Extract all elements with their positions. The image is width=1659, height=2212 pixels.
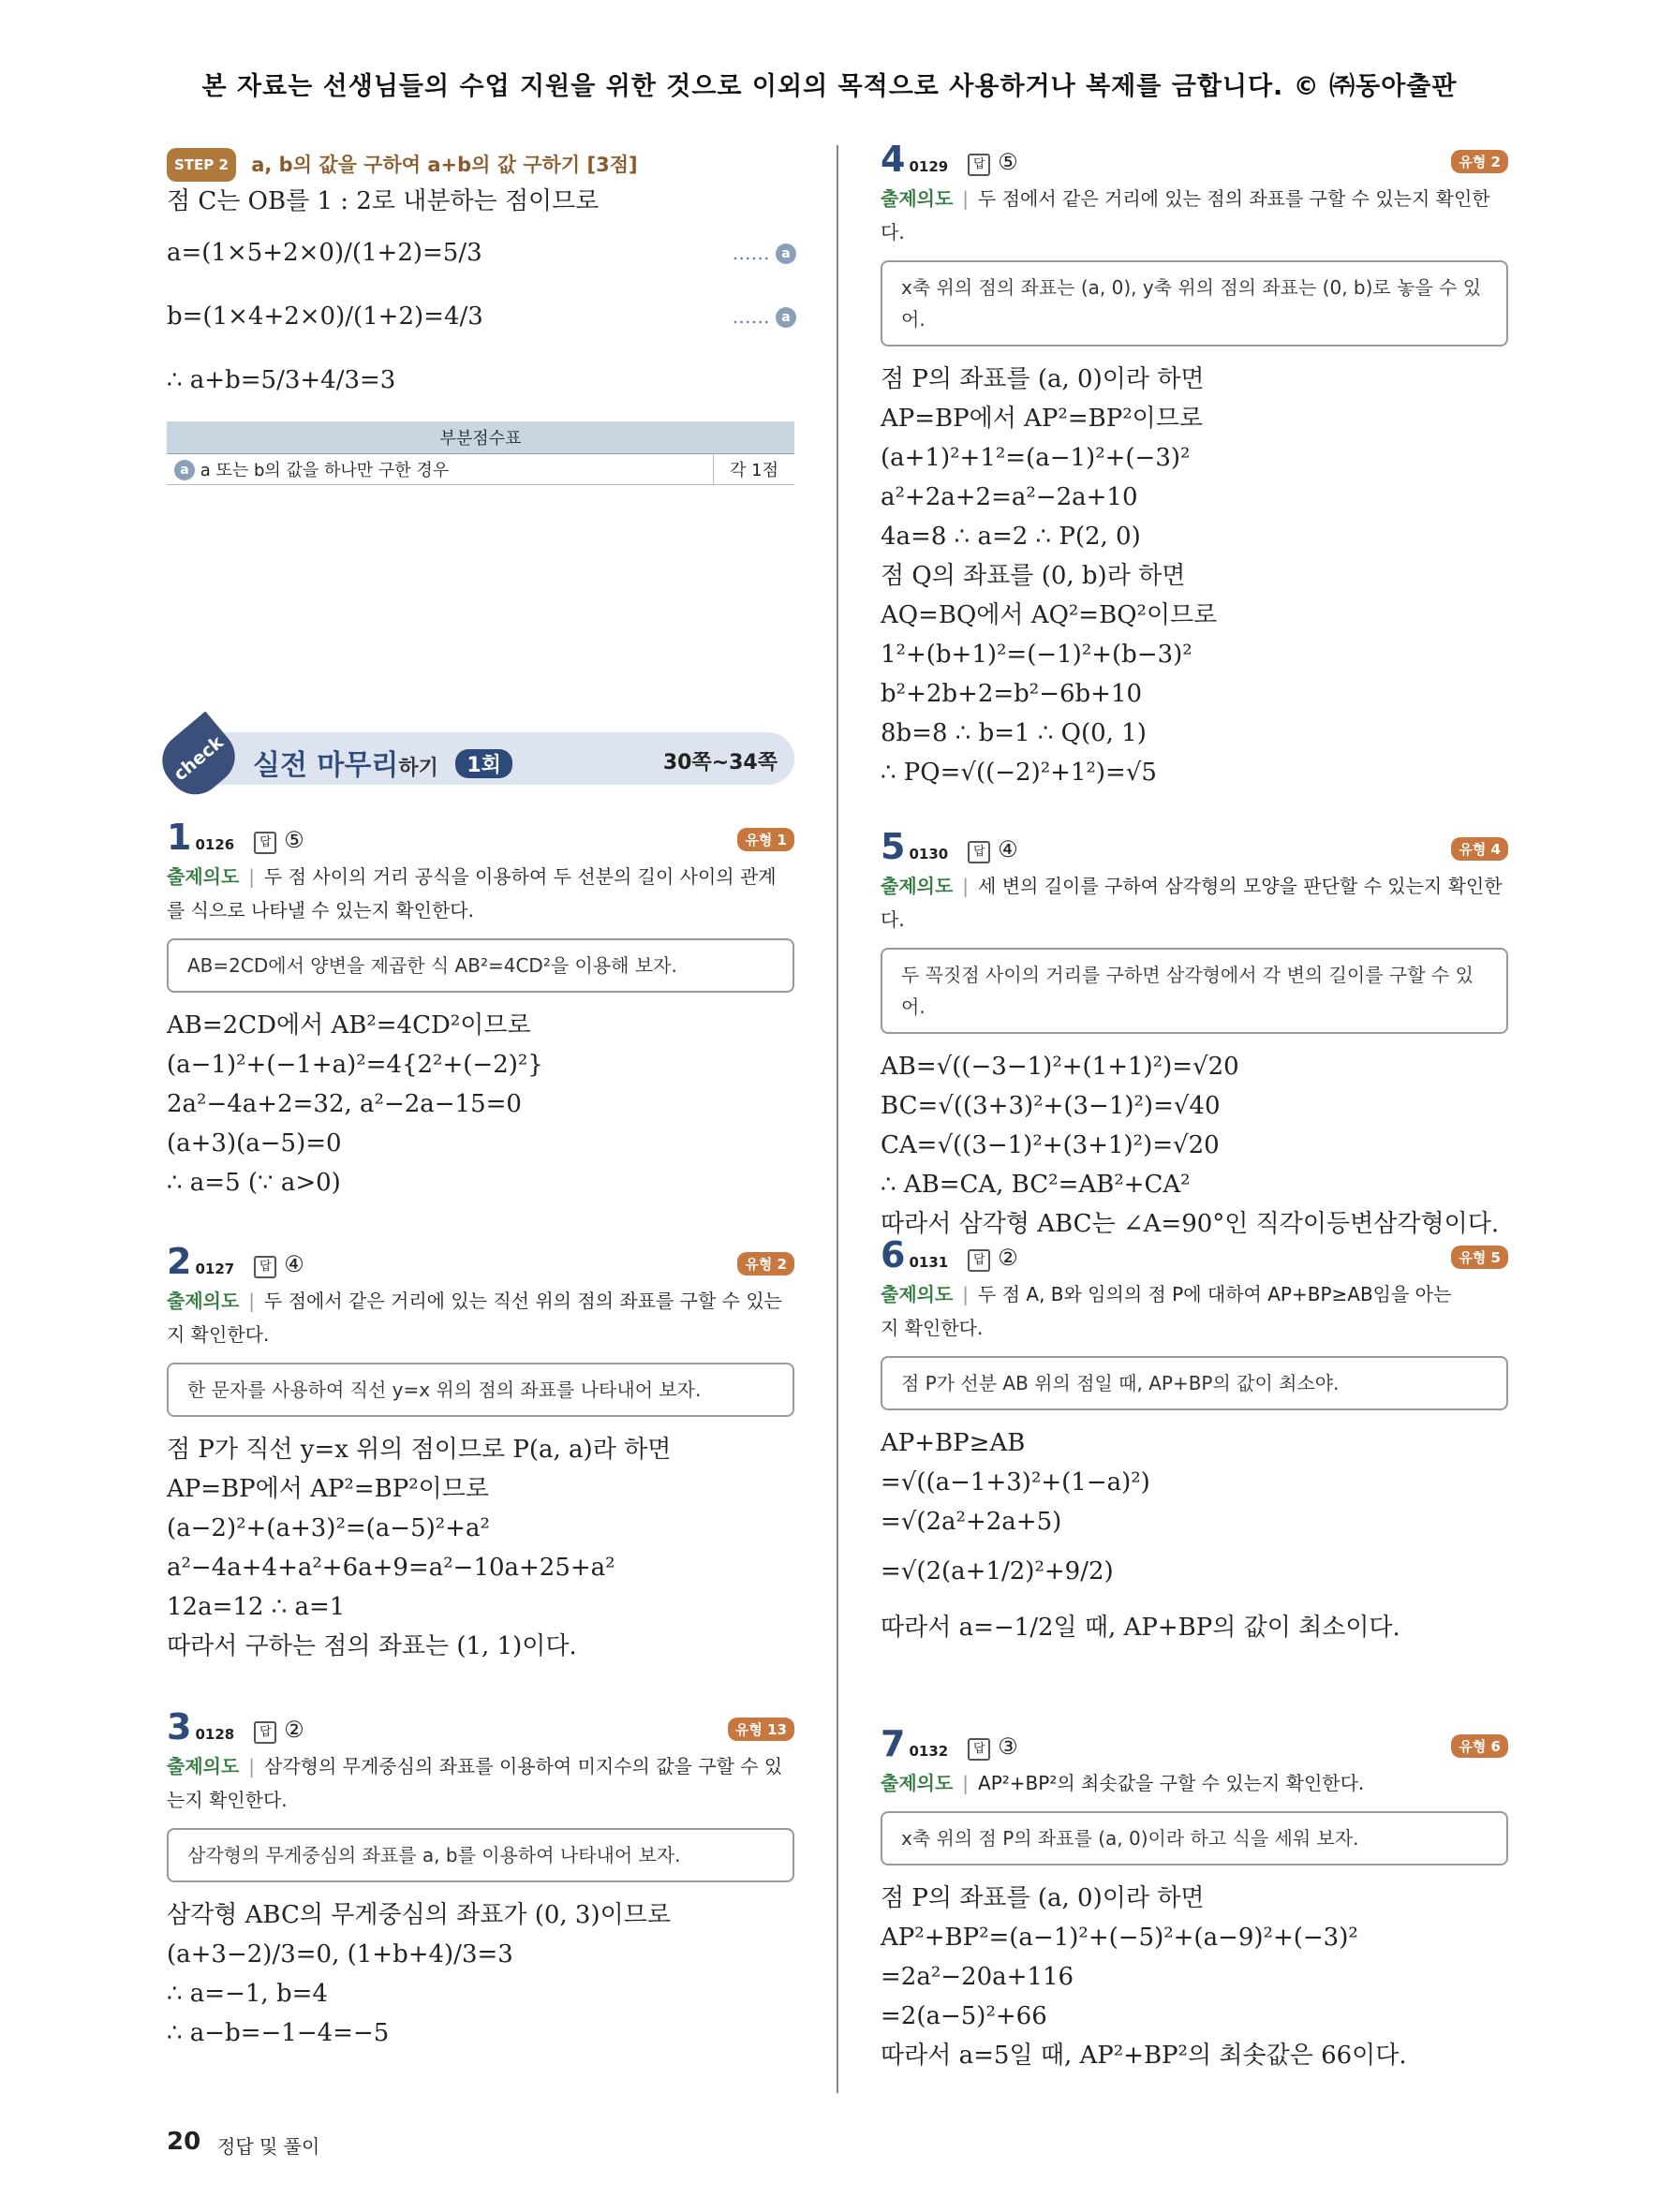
problem-2 xyxy=(167,1241,794,1666)
section-banner xyxy=(167,732,794,785)
dots: …… xyxy=(732,242,770,264)
solution-line: (a−2)²+(a+3)²=(a−5)²+a² xyxy=(167,1514,490,1542)
solution-line: (a−1)²+(−1+a)²=4{2²+(−2)²} xyxy=(167,1051,543,1079)
answer-value: ④ xyxy=(284,1251,304,1277)
step2-line: ∴ a+b=5/3+4/3=3 xyxy=(167,366,396,394)
solution-line: AP=BP에서 AP²=BP²이므로 xyxy=(881,405,1204,433)
intent-label: 출제의도 xyxy=(881,1772,954,1794)
answer-icon: 답 xyxy=(254,832,276,854)
page-range: 30쪽~34쪽 xyxy=(662,751,778,774)
solution-line: ∴ a=−1, b=4 xyxy=(167,1980,328,2008)
answer-value: ② xyxy=(998,1245,1018,1271)
type-tag: 유형 5 xyxy=(1451,1246,1508,1269)
intent: 출제의도 | 두 점에서 같은 거리에 있는 점의 좌표를 구할 수 있는지 확인한다. xyxy=(881,187,1490,243)
solution-line: AP+BP≥AB xyxy=(881,1429,1026,1457)
intent-text: 두 점 사이의 거리 공식을 이용하여 두 선분의 길이 사이의 관계 xyxy=(264,865,777,888)
footer-label: 정답 및 풀이 xyxy=(217,2135,320,2158)
problem-code: 0129 xyxy=(909,158,949,175)
solution-line: 따라서 a=5일 때, AP²+BP²의 최솟값은 66이다. xyxy=(881,2042,1407,2070)
solution-line: BC=√((3+3)²+(3−1)²)=√40 xyxy=(881,1092,1221,1120)
solution-line: 1²+(b+1)²=(−1)²+(b−3)² xyxy=(881,641,1192,669)
hint-box: 삼각형의 무게중심의 좌표를 a, b를 이용하여 나타내어 보자. xyxy=(167,1828,794,1882)
intent-label: 출제의도 xyxy=(881,1283,954,1305)
solution-line: (a+3)(a−5)=0 xyxy=(167,1129,342,1158)
problem-code: 0127 xyxy=(195,1261,235,1277)
solution-line: (a+1)²+1²=(a−1)²+(−3)² xyxy=(881,444,1191,472)
problem-number: 3 xyxy=(167,1706,192,1747)
banner-title-suffix: 하기 xyxy=(398,757,438,780)
mark-a-icon: a xyxy=(174,460,195,480)
intent-text: 두 점 A, B와 임의의 점 P에 대하여 AP+BP≥AB임을 아는 xyxy=(978,1283,1452,1305)
score-table-header: 부분점수표 xyxy=(167,421,794,454)
problem-7 xyxy=(881,1723,1508,2075)
intent-label: 출제의도 xyxy=(167,865,240,888)
copyright-notice: 본 자료는 선생님들의 수업 지원을 위한 것으로 이외의 목적으로 사용하거나 복제를 금합니다. © ㈜동아출판 xyxy=(201,72,1458,101)
score-row-label: a 또는 b의 값을 하나만 구한 경우 xyxy=(200,461,450,480)
problem-number: 7 xyxy=(881,1723,906,1764)
intent: 출제의도 | 두 점 사이의 거리 공식을 이용하여 두 선분의 길이 사이의 관계 를 식으로 나타낼 수 있는지 확인한다. xyxy=(167,865,777,922)
solution-line: ∴ AB=CA, BC²=AB²+CA² xyxy=(881,1171,1191,1199)
step2-line: b=(1×4+2×0)/(1+2)=4/3 xyxy=(167,302,483,331)
solution-line: AP²+BP²=(a−1)²+(−5)²+(a−9)²+(−3)² xyxy=(881,1924,1358,1952)
problem-4 xyxy=(881,139,1508,792)
solution-line: 점 P가 직선 y=x 위의 점이므로 P(a, a)라 하면 xyxy=(167,1436,672,1464)
answer-value: ③ xyxy=(998,1733,1018,1760)
solution-line: AP=BP에서 AP²=BP²이므로 xyxy=(167,1475,490,1503)
solution-line: ∴ PQ=√((−2)²+1²)=√5 xyxy=(881,759,1157,787)
intent-text: 두 점에서 같은 거리에 있는 직선 위의 점의 좌표를 구할 수 있는 xyxy=(264,1290,782,1312)
answer-value: ⑤ xyxy=(284,827,304,853)
answer-icon: 답 xyxy=(968,1738,990,1761)
answer-value: ⑤ xyxy=(998,149,1018,175)
problem-code: 0130 xyxy=(909,846,949,863)
solution-line: b²+2b+2=b²−6b+10 xyxy=(881,680,1143,708)
solution-line: =√(2a²+2a+5) xyxy=(881,1508,1062,1536)
step2-line: 점 C는 OB를 1 : 2로 내분하는 점이므로 xyxy=(167,187,600,215)
intent-text: 는지 확인한다. xyxy=(167,1789,288,1811)
intent-text: 두 점에서 같은 거리에 있는 점의 좌표를 구할 수 있는지 확인한다. xyxy=(881,187,1490,243)
solution-line: ∴ a−b=−1−4=−5 xyxy=(167,2019,390,2047)
mark-a-icon: a xyxy=(776,307,796,328)
hint-box: 점 P가 선분 AB 위의 점일 때, AP+BP의 값이 최소야. xyxy=(881,1356,1508,1410)
hint-box: 한 문자를 사용하여 직선 y=x 위의 점의 좌표를 나타내어 보자. xyxy=(167,1363,794,1417)
intent-text: AP²+BP²의 최솟값을 구할 수 있는지 확인한다. xyxy=(978,1772,1365,1794)
intent-text: 를 식으로 나타낼 수 있는지 확인한다. xyxy=(167,899,474,922)
solution-line: a²−4a+4+a²+6a+9=a²−10a+25+a² xyxy=(167,1554,615,1582)
type-tag: 유형 1 xyxy=(737,828,794,851)
problem-code: 0128 xyxy=(195,1726,235,1743)
solution-line: a²+2a+2=a²−2a+10 xyxy=(881,483,1138,511)
type-tag: 유형 13 xyxy=(728,1718,794,1741)
intent-text: 지 확인한다. xyxy=(167,1323,270,1346)
answer-icon: 답 xyxy=(254,1256,276,1278)
intent-label: 출제의도 xyxy=(167,1755,240,1777)
solution-line: 따라서 a=−1/2일 때, AP+BP의 값이 최소이다. xyxy=(881,1614,1400,1642)
check-badge: check xyxy=(151,712,246,806)
page-number: 20 xyxy=(167,2128,201,2156)
problem-code: 0132 xyxy=(909,1743,949,1760)
solution-line: 삼각형 ABC의 무게중심의 좌표가 (0, 3)이므로 xyxy=(167,1901,671,1929)
solution-line: =2a²−20a+116 xyxy=(881,1963,1074,1991)
solution-line: =2(a−5)²+66 xyxy=(881,2002,1047,2030)
problem-number: 2 xyxy=(167,1241,192,1282)
problem-1 xyxy=(167,817,794,1202)
problem-6 xyxy=(881,1234,1508,1654)
solution-line: 점 P의 좌표를 (a, 0)이라 하면 xyxy=(881,1884,1205,1912)
hint-box: x축 위의 점 P의 좌표를 (a, 0)이라 하고 식을 세워 보자. xyxy=(881,1811,1508,1865)
step-title: a, b의 값을 구하여 a+b의 값 구하기 [3점] xyxy=(251,154,638,176)
hint-box: AB=2CD에서 양변을 제곱한 식 AB²=4CD²을 이용해 보자. xyxy=(167,938,794,993)
intent-text: 세 변의 길이를 구하여 삼각형의 모양을 판단할 수 있는지 확인한다. xyxy=(881,875,1503,931)
banner-title: 실전 마무리 xyxy=(253,749,399,782)
dots: …… xyxy=(732,305,770,328)
problem-5 xyxy=(881,826,1508,1244)
solution-line: =√(2(a+1/2)²+9/2) xyxy=(881,1557,1114,1585)
hint-box: x축 위의 점의 좌표는 (a, 0), y축 위의 점의 좌표는 (0, b)로 놓을 수 있어. xyxy=(881,260,1508,347)
type-tag: 유형 2 xyxy=(1451,150,1508,173)
round-badge: 1회 xyxy=(455,749,512,778)
solution-line: 따라서 삼각형 ABC는 ∠A=90°인 직각이등변삼각형이다. xyxy=(881,1210,1500,1238)
solution-line: =√((a−1+3)²+(1−a)²) xyxy=(881,1468,1150,1497)
intent: 출제의도 | AP²+BP²의 최솟값을 구할 수 있는지 확인한다. xyxy=(881,1772,1365,1794)
intent-label: 출제의도 xyxy=(881,187,954,210)
column-divider xyxy=(837,145,838,2093)
solution-line: 2a²−4a+2=32, a²−2a−15=0 xyxy=(167,1090,522,1118)
problem-code: 0126 xyxy=(195,836,235,853)
intent-text: 지 확인한다. xyxy=(881,1317,984,1339)
intent-label: 출제의도 xyxy=(881,875,954,897)
intent: 출제의도 | 삼각형의 무게중심의 좌표를 이용하여 미지수의 값을 구할 수 있 는지 확인한다. xyxy=(167,1755,783,1811)
type-tag: 유형 4 xyxy=(1451,837,1508,861)
answer-value: ② xyxy=(284,1717,304,1743)
answer-icon: 답 xyxy=(254,1721,276,1744)
type-tag: 유형 2 xyxy=(737,1252,794,1276)
intent: 출제의도 | 두 점 A, B와 임의의 점 P에 대하여 AP+BP≥AB임을 아는 지 확인한다. xyxy=(881,1283,1452,1339)
answer-value: ④ xyxy=(998,836,1018,863)
solution-line: AQ=BQ에서 AQ²=BQ²이므로 xyxy=(881,601,1218,629)
solution-line: ∴ a=5 (∵ a>0) xyxy=(167,1169,341,1197)
solution-line: 12a=12 ∴ a=1 xyxy=(167,1593,346,1621)
solution-line: (a+3−2)/3=0, (1+b+4)/3=3 xyxy=(167,1940,513,1969)
answer-icon: 답 xyxy=(968,154,990,176)
problem-number: 4 xyxy=(881,139,906,180)
problem-3 xyxy=(167,1706,794,2053)
solution-line: 따라서 구하는 점의 좌표는 (1, 1)이다. xyxy=(167,1632,577,1660)
problem-code: 0131 xyxy=(909,1254,949,1271)
intent-label: 출제의도 xyxy=(167,1290,240,1312)
problem-number: 6 xyxy=(881,1234,906,1276)
partial-score-table xyxy=(167,421,794,485)
intent-text: 삼각형의 무게중심의 좌표를 이용하여 미지수의 값을 구할 수 있 xyxy=(264,1755,783,1777)
answer-icon: 답 xyxy=(968,841,990,863)
solution-line: AB=2CD에서 AB²=4CD²이므로 xyxy=(167,1011,531,1040)
step2-line: a=(1×5+2×0)/(1+2)=5/3 xyxy=(167,239,482,267)
problem-number: 5 xyxy=(881,826,906,867)
hint-box: 두 꼭짓점 사이의 거리를 구하면 삼각형에서 각 변의 길이를 구할 수 있어. xyxy=(881,948,1508,1034)
solution-line: CA=√((3−1)²+(3+1)²)=√20 xyxy=(881,1131,1220,1159)
solution-line: AB=√((−3−1)²+(1+1)²)=√20 xyxy=(881,1053,1239,1081)
mark-a-icon: a xyxy=(776,243,796,264)
answer-icon: 답 xyxy=(968,1249,990,1272)
score-row-value: 각 1점 xyxy=(714,454,795,485)
problem-number: 1 xyxy=(167,817,192,858)
type-tag: 유형 6 xyxy=(1451,1734,1508,1758)
solution-line: 점 Q의 좌표를 (0, b)라 하면 xyxy=(881,562,1186,590)
solution-line: 점 P의 좌표를 (a, 0)이라 하면 xyxy=(881,365,1205,393)
solution-line: 8b=8 ∴ b=1 ∴ Q(0, 1) xyxy=(881,719,1147,747)
solution-line: 4a=8 ∴ a=2 ∴ P(2, 0) xyxy=(881,523,1141,551)
intent: 출제의도 | 세 변의 길이를 구하여 삼각형의 모양을 판단할 수 있는지 확인한다. xyxy=(881,875,1503,931)
intent: 출제의도 | 두 점에서 같은 거리에 있는 직선 위의 점의 좌표를 구할 수 있는 지 확인한다. xyxy=(167,1290,782,1346)
step-badge: STEP 2 xyxy=(167,148,236,182)
step2-section xyxy=(167,148,796,412)
